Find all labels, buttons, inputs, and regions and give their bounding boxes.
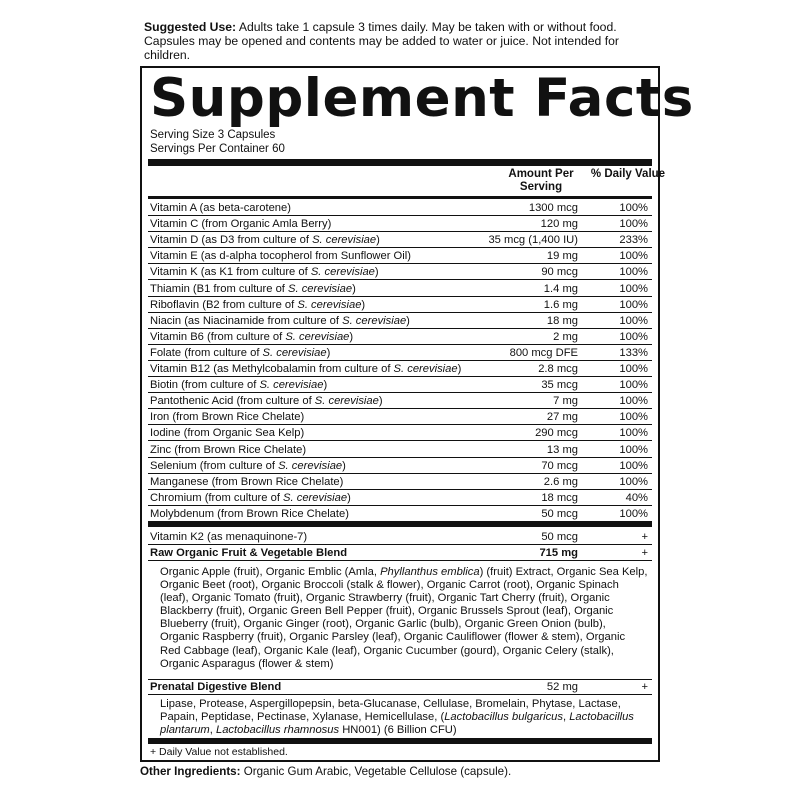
nutrient-name: Vitamin C (from Organic Amla Berry)	[150, 218, 332, 231]
nutrient-amount: 19 mg	[546, 250, 578, 263]
nutrient-name: Thiamin (B1 from culture of S. cerevisiae)	[150, 282, 356, 295]
nutrient-amount: 70 mcg	[541, 459, 578, 472]
nutrient-name: Vitamin A (as beta-carotene)	[150, 202, 291, 214]
nutrient-row	[148, 264, 652, 280]
nutrient-dv: 100%	[619, 475, 648, 488]
divider-thick	[148, 521, 652, 527]
nutrient-row	[148, 281, 652, 297]
blend-amount: 715 mg	[539, 547, 578, 559]
panel-title: Supplement Facts	[150, 68, 694, 129]
nutrient-name: Vitamin B6 (from culture of S. cerevisiae)	[150, 330, 354, 343]
nutrient-row	[148, 232, 652, 248]
nutrient-row	[148, 377, 652, 393]
nutrient-dv: 133%	[619, 346, 648, 359]
nutrient-dv: 100%	[619, 202, 648, 214]
nutrient-row	[148, 216, 652, 232]
nutrient-row	[148, 442, 652, 458]
nutrient-dv: 100%	[619, 314, 648, 327]
nutrient-row	[148, 345, 652, 361]
nutrient-amount: 35 mcg (1,400 IU)	[488, 234, 578, 247]
nutrient-dv: +	[641, 531, 648, 543]
nutrient-row	[148, 361, 652, 377]
column-header-daily-value: % Daily Value	[590, 168, 666, 180]
nutrient-name: Vitamin K2 (as menaquinone-7)	[150, 531, 308, 543]
nutrient-row	[148, 506, 652, 522]
nutrient-amount: 2.8 mcg	[538, 363, 578, 375]
nutrient-row	[148, 200, 652, 216]
nutrient-row	[148, 458, 652, 474]
nutrient-amount: 1.4 mg	[543, 282, 578, 295]
column-header-amount: Amount Per Serving	[508, 168, 574, 193]
nutrient-dv: 233%	[619, 234, 648, 247]
blend-dv: +	[641, 547, 648, 559]
nutrient-dv: 40%	[625, 491, 648, 504]
nutrient-dv: 100%	[619, 411, 648, 424]
divider-thick	[148, 159, 652, 166]
other-ingredients-text: Organic Gum Arabic, Vegetable Cellulose (capsule).	[243, 765, 512, 778]
footnote: + Daily Value not established.	[150, 746, 288, 758]
nutrient-name: Pantothenic Acid (from culture of S. cerevisiae)	[150, 395, 383, 408]
nutrient-row	[148, 297, 652, 313]
nutrient-amount: 290 mcg	[535, 427, 578, 440]
nutrient-amount: 18 mcg	[541, 491, 578, 504]
nutrient-name: Vitamin E (as d-alpha tocopherol from Sunflower Oil)	[150, 250, 411, 263]
blend-dv: +	[641, 681, 648, 693]
nutrient-dv: 100%	[619, 298, 648, 311]
nutrient-dv: 100%	[619, 427, 648, 440]
nutrient-amount: 13 mg	[546, 443, 578, 456]
nutrient-row	[148, 393, 652, 409]
divider-medium	[148, 196, 652, 199]
nutrient-name: Selenium (from culture of S. cerevisiae)	[150, 459, 346, 472]
nutrient-row	[148, 409, 652, 425]
nutrient-amount: 18 mg	[546, 314, 578, 327]
nutrient-dv: 100%	[619, 266, 648, 279]
nutrient-dv: 100%	[619, 395, 648, 408]
nutrient-amount: 800 mcg DFE	[509, 346, 578, 359]
nutrient-name: Molybdenum (from Brown Rice Chelate)	[150, 507, 349, 520]
suggested-use-text: Adults take 1 capsule 3 times daily. May be taken with or without food. Capsules may be opened and contents may be added to water or juice. Not intended for children.	[144, 20, 619, 62]
blend-row-digestive	[148, 679, 652, 695]
nutrient-dv: 100%	[619, 330, 648, 343]
nutrient-row	[148, 425, 652, 441]
nutrient-dv: 100%	[619, 363, 648, 375]
nutrient-row	[148, 313, 652, 329]
nutrient-amount: 2.6 mg	[543, 475, 578, 488]
nutrient-amount: 120 mg	[540, 218, 578, 231]
digestive-blend-ingredients: Lipase, Protease, Aspergillopepsin, beta-Glucanase, Cellulase, Bromelain, Phytase, Lactase, Papain, Peptidase, Pectinase, Xylanase, Hemicellulase, (Lactobacillus bulgaricus, Lactobacillus plantarum, Lactobacillus rhamnosus HN001) (6 Billion CFU)	[160, 698, 634, 737]
nutrient-dv: 100%	[619, 379, 648, 392]
blend-name: Prenatal Digestive Blend	[150, 681, 282, 693]
nutrient-name: Vitamin D (as D3 from culture of S. cerevisiae)	[150, 234, 380, 247]
other-ingredients	[140, 765, 511, 779]
divider-thick	[148, 738, 652, 744]
nutrient-name: Manganese (from Brown Rice Chelate)	[150, 475, 344, 488]
nutrient-name: Zinc (from Brown Rice Chelate)	[150, 443, 307, 456]
nutrient-name: Niacin (as Niacinamide from culture of S. cerevisiae)	[150, 314, 410, 327]
serving-size: Serving Size 3 Capsules	[150, 129, 276, 141]
nutrient-amount: 35 mcg	[541, 379, 578, 392]
fruit-blend-ingredients: Organic Apple (fruit), Organic Emblic (Amla, Phyllanthus emblica) (fruit) Extract, Organic Sea Kelp, Organic Beet (root), Organic Broccoli (stalk & flower), Organic Carrot (root), Organic Spinach (leaf), Organic Tomato (fruit), Organic Strawberry (fruit), Organic Tart Cherry (fruit), Organic Blackberry (fruit), Organic Green Bell Pepper (fruit), Organic Brussels Sprout (leaf), Organic Blueberry (fruit), Organic Ginger (root), Organic Garlic (bulb), Organic Green Onion (bulb), Organic Raspberry (fruit), Organic Parsley (leaf), Organic Cauliflower (flower & stem), Organic Red Cabbage (leaf), Organic Kale (leaf), Organic Cucumber (gourd), Organic Celery (stalk), Organic Asparagus (flower & stem)	[160, 566, 648, 670]
suggested-use	[144, 20, 664, 62]
nutrient-amount: 50 mcg	[541, 507, 578, 520]
nutrient-name: Chromium (from culture of S. cerevisiae)	[150, 491, 351, 504]
nutrient-row	[148, 329, 652, 345]
nutrient-name: Iron (from Brown Rice Chelate)	[150, 411, 305, 424]
nutrient-amount: 50 mcg	[541, 531, 578, 543]
other-ingredients-label: Other Ingredients:	[140, 765, 241, 778]
nutrient-row-k2	[148, 529, 652, 545]
nutrient-name: Iodine (from Organic Sea Kelp)	[150, 427, 305, 440]
blend-amount: 52 mg	[546, 681, 578, 693]
nutrient-amount: 1.6 mg	[543, 298, 578, 311]
nutrient-dv: 100%	[619, 459, 648, 472]
nutrient-name: Folate (from culture of S. cerevisiae)	[150, 346, 331, 359]
nutrient-name: Biotin (from culture of S. cerevisiae)	[150, 379, 328, 392]
nutrient-dv: 100%	[619, 250, 648, 263]
nutrient-name: Riboflavin (B2 from culture of S. cerevisiae)	[150, 298, 366, 311]
nutrient-amount: 90 mcg	[541, 266, 578, 279]
nutrient-amount: 27 mg	[546, 411, 578, 424]
nutrient-dv: 100%	[619, 282, 648, 295]
nutrient-name: Vitamin K (as K1 from culture of S. cerevisiae)	[150, 266, 379, 279]
nutrient-amount: 7 mg	[553, 395, 578, 408]
supplement-facts-panel	[140, 66, 694, 762]
blend-row-fruit-vegetable	[148, 545, 652, 561]
nutrient-name: Vitamin B12 (as Methylcobalamin from culture of S. cerevisiae)	[150, 363, 462, 375]
nutrient-dv: 100%	[619, 507, 648, 520]
nutrient-row	[148, 490, 652, 506]
servings-per-container: Servings Per Container 60	[150, 143, 285, 155]
nutrient-dv: 100%	[619, 218, 648, 231]
nutrient-amount: 1300 mcg	[528, 202, 578, 214]
blend-name: Raw Organic Fruit & Vegetable Blend	[150, 547, 348, 559]
suggested-use-label: Suggested Use:	[144, 20, 237, 34]
nutrient-row	[148, 474, 652, 490]
nutrient-row	[148, 248, 652, 264]
nutrient-amount: 2 mg	[553, 330, 578, 343]
nutrient-dv: 100%	[619, 443, 648, 456]
